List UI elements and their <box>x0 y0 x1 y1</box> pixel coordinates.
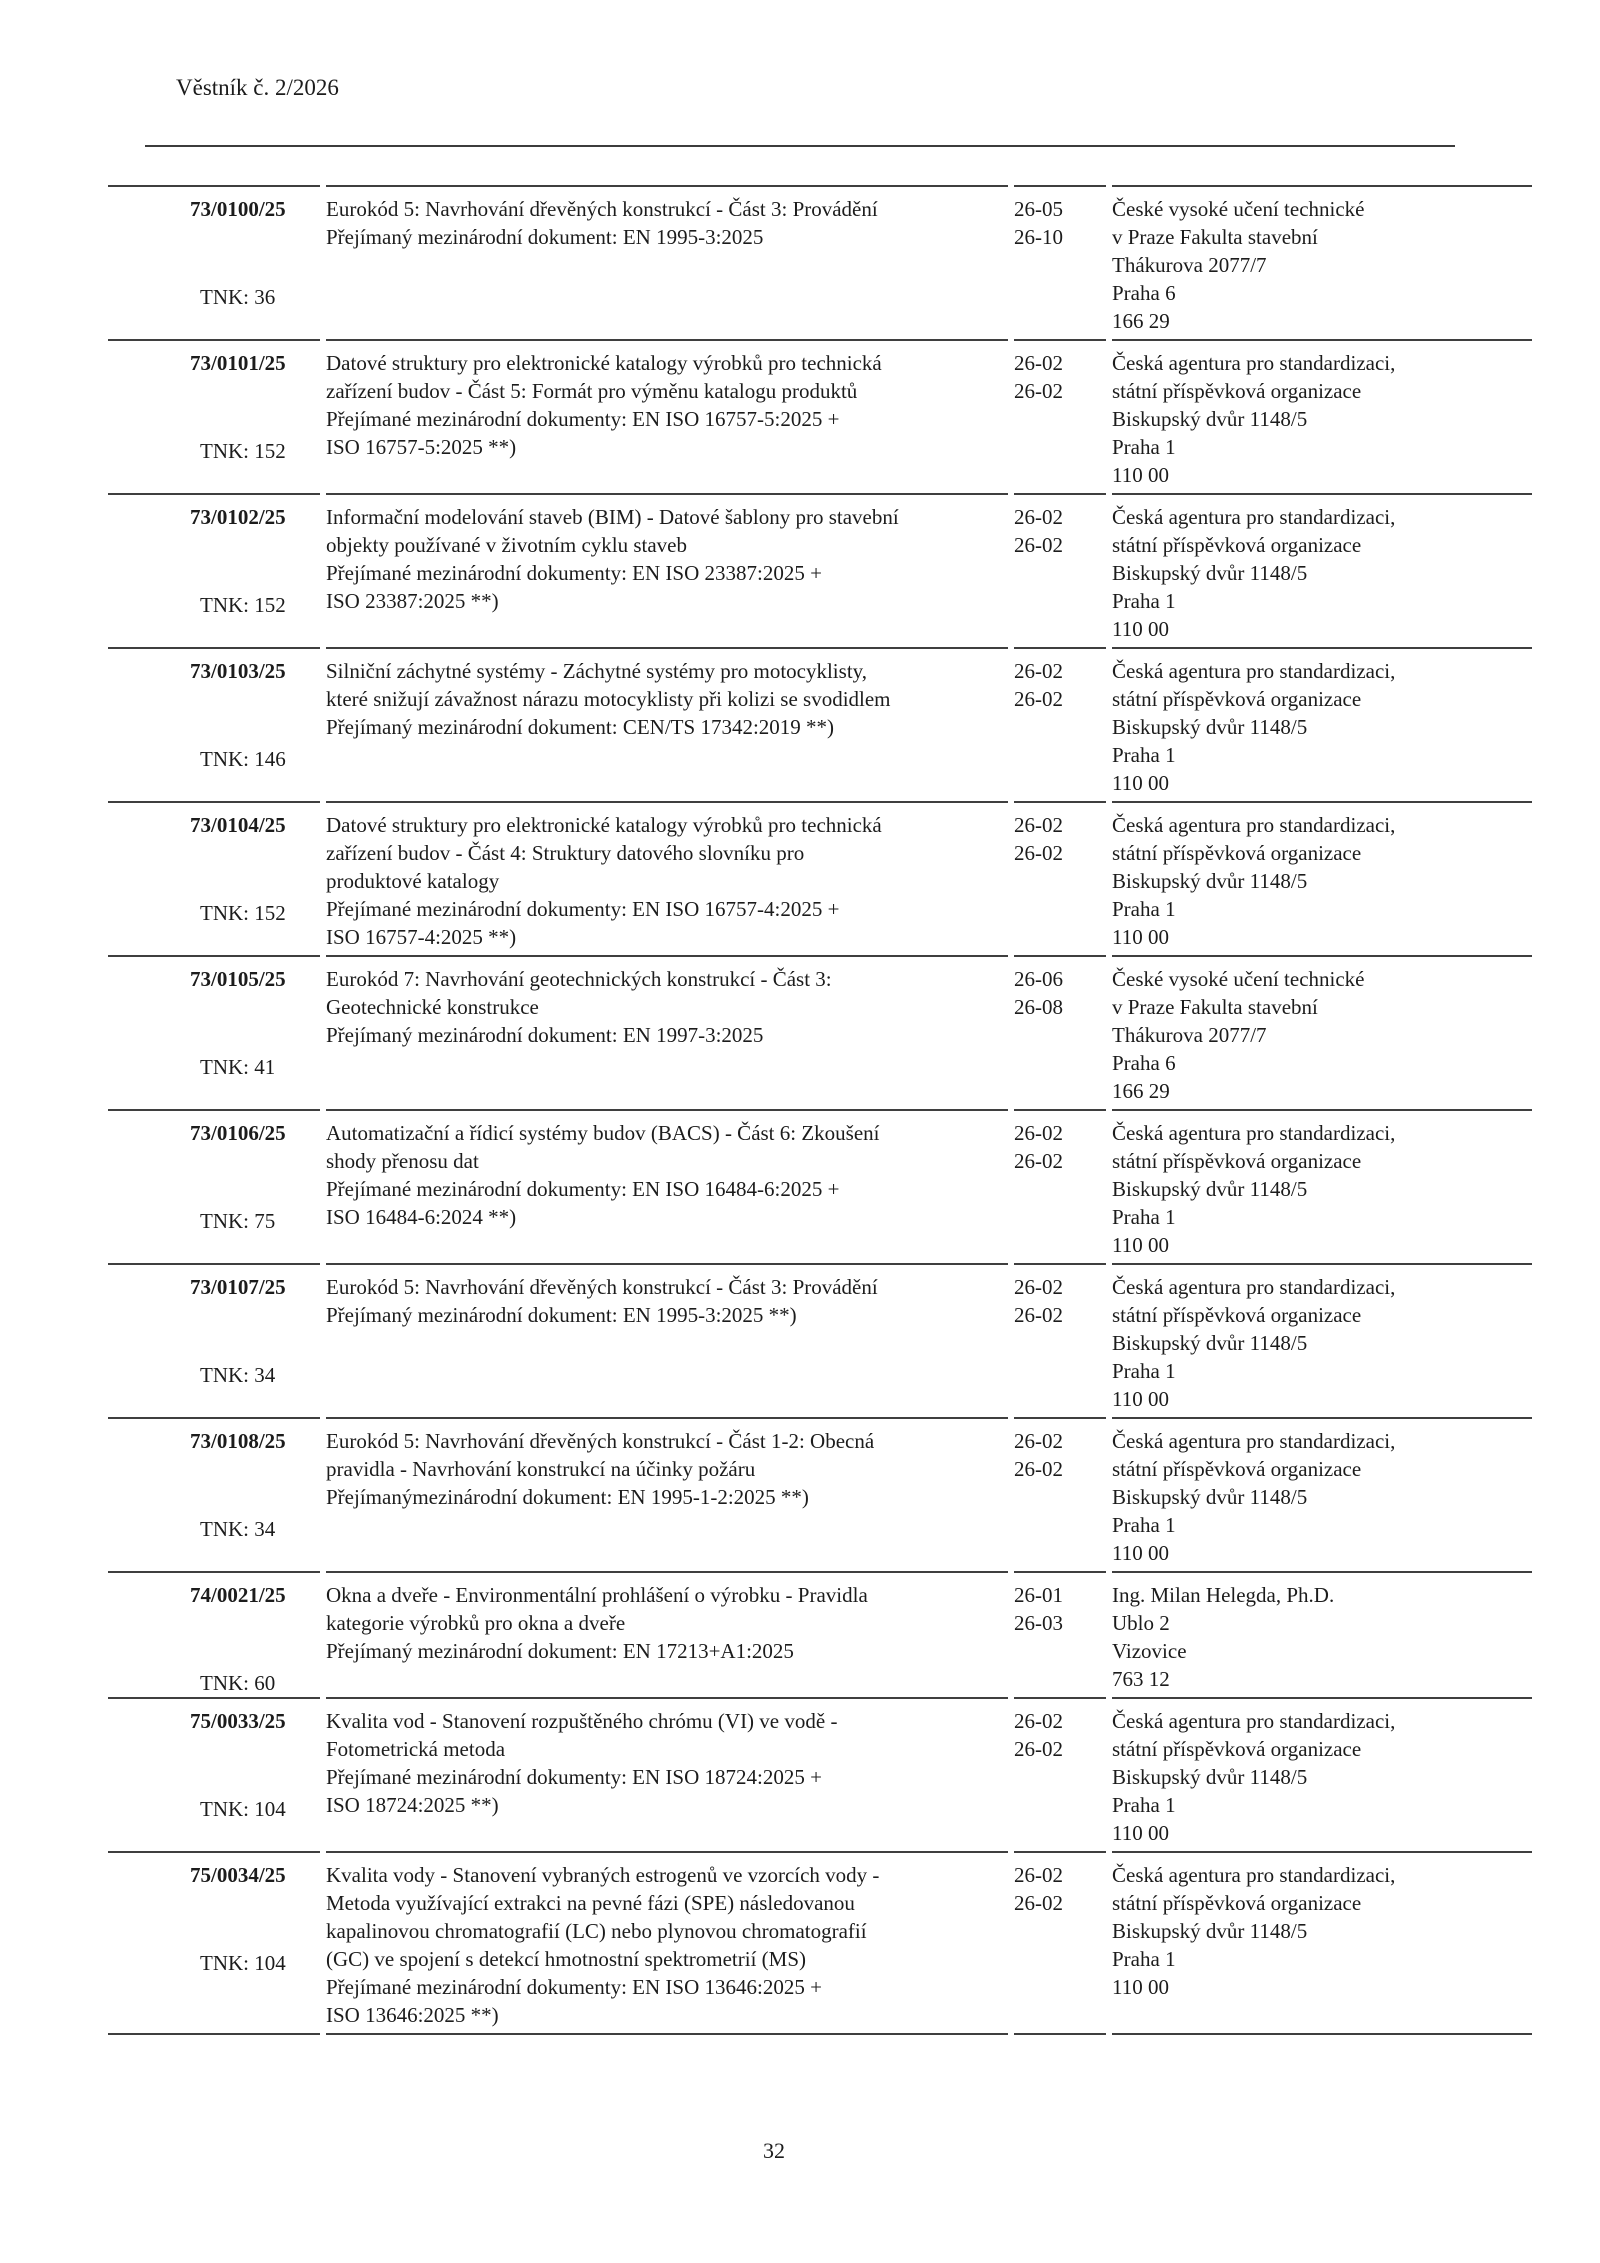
tnk-label: TNK: 152 <box>200 901 286 925</box>
entry-id: 73/0100/25 <box>190 197 286 221</box>
entry-title-cell <box>326 955 1008 1109</box>
org-line: státní příspěvková organizace <box>1112 1737 1362 1761</box>
title-line: shody přenosu dat <box>326 1149 479 1173</box>
table-row <box>108 1263 1532 1417</box>
org-line: Praha 1 <box>1112 1793 1176 1817</box>
tnk-label: TNK: 104 <box>200 1951 286 1975</box>
entry-id-cell <box>108 185 320 339</box>
entry-id-cell <box>108 1571 320 1697</box>
org-line: státní příspěvková organizace <box>1112 841 1362 865</box>
org-line: Praha 1 <box>1112 1359 1176 1383</box>
org-line: 110 00 <box>1112 1821 1169 1845</box>
entry-org-cell <box>1112 647 1532 801</box>
date-value: 26-02 <box>1014 813 1063 837</box>
title-line: kategorie výrobků pro okna a dveře <box>326 1611 626 1635</box>
org-line: Thákurova 2077/7 <box>1112 253 1267 277</box>
title-line: kapalinovou chromatografií (LC) nebo plynovou chromatografií <box>326 1919 867 1943</box>
org-line: 110 00 <box>1112 1233 1169 1257</box>
entry-id: 73/0108/25 <box>190 1429 286 1453</box>
title-line: Přejímané mezinárodní dokumenty: EN ISO 16757-4:2025 + <box>326 897 840 921</box>
title-line: Kvalita vod - Stanovení rozpuštěného chrómu (VI) ve vodě - <box>326 1709 838 1733</box>
org-line: 110 00 <box>1112 463 1169 487</box>
entry-id-cell <box>108 1417 320 1571</box>
org-line: státní příspěvková organizace <box>1112 1457 1362 1481</box>
date-value: 26-10 <box>1014 225 1063 249</box>
title-line: Eurokód 5: Navrhování dřevěných konstrukcí - Část 1-2: Obecná <box>326 1429 875 1453</box>
table-row <box>108 339 1532 493</box>
table-row <box>108 493 1532 647</box>
title-line: Přejímaný mezinárodní dokument: CEN/TS 17342:2019 **) <box>326 715 835 739</box>
entry-dates-cell <box>1014 1263 1106 1417</box>
entry-org-cell <box>1112 1109 1532 1263</box>
entry-id: 73/0107/25 <box>190 1275 286 1299</box>
date-value: 26-02 <box>1014 1863 1063 1887</box>
org-line: Praha 1 <box>1112 435 1176 459</box>
tnk-label: TNK: 41 <box>200 1055 276 1079</box>
tnk-label: TNK: 104 <box>200 1797 286 1821</box>
org-line: Praha 6 <box>1112 1051 1176 1075</box>
title-line: Eurokód 5: Navrhování dřevěných konstrukcí - Část 3: Provádění <box>326 1275 878 1299</box>
tnk-label: TNK: 36 <box>200 285 276 309</box>
tnk-label: TNK: 34 <box>200 1363 276 1387</box>
title-line: zařízení budov - Část 4: Struktury datového slovníku pro <box>326 841 805 865</box>
title-line: Přejímané mezinárodní dokumenty: EN ISO 16484-6:2025 + <box>326 1177 840 1201</box>
org-line: 763 12 <box>1112 1667 1170 1691</box>
org-line: Česká agentura pro standardizaci, <box>1112 813 1396 837</box>
table-row <box>108 185 1532 339</box>
org-line: Biskupský dvůr 1148/5 <box>1112 1485 1308 1509</box>
date-value: 26-05 <box>1014 197 1063 221</box>
org-line: Česká agentura pro standardizaci, <box>1112 1709 1396 1733</box>
tnk-label: TNK: 152 <box>200 593 286 617</box>
org-line: Biskupský dvůr 1148/5 <box>1112 1919 1308 1943</box>
entry-org-cell <box>1112 1417 1532 1571</box>
entry-title-cell <box>326 1263 1008 1417</box>
entry-org-cell <box>1112 801 1532 955</box>
org-line: Česká agentura pro standardizaci, <box>1112 1863 1396 1887</box>
table-row <box>108 1417 1532 1571</box>
title-line: Přejímaný mezinárodní dokument: EN 17213+A1:2025 <box>326 1639 794 1663</box>
title-line: Přejímané mezinárodní dokumenty: EN ISO 23387:2025 + <box>326 561 822 585</box>
title-line: (GC) ve spojení s detekcí hmotnostní spektrometrií (MS) <box>326 1947 807 1971</box>
date-value: 26-02 <box>1014 687 1063 711</box>
org-line: Praha 1 <box>1112 743 1176 767</box>
title-line: ISO 13646:2025 **) <box>326 2003 499 2027</box>
title-line: ISO 16757-4:2025 **) <box>326 925 517 949</box>
org-line: státní příspěvková organizace <box>1112 1891 1362 1915</box>
entry-title-cell <box>326 1571 1008 1697</box>
date-value: 26-01 <box>1014 1583 1063 1607</box>
org-line: v Praze Fakulta stavební <box>1112 225 1318 249</box>
tnk-label: TNK: 152 <box>200 439 286 463</box>
title-line: Okna a dveře - Environmentální prohlášení o výrobku - Pravidla <box>326 1583 868 1607</box>
title-line: ISO 16484-6:2024 **) <box>326 1205 517 1229</box>
org-line: Biskupský dvůr 1148/5 <box>1112 1177 1308 1201</box>
entry-id: 73/0104/25 <box>190 813 286 837</box>
entry-id: 74/0021/25 <box>190 1583 286 1607</box>
title-line: Metoda využívající extrakci na pevné fázi (SPE) následovanou <box>326 1891 855 1915</box>
entry-org-cell <box>1112 185 1532 339</box>
title-line: Přejímaný mezinárodní dokument: EN 1995-3:2025 <box>326 225 764 249</box>
entry-dates-cell <box>1014 1851 1106 2035</box>
org-line: Praha 1 <box>1112 897 1176 921</box>
standards-table <box>108 185 1532 2035</box>
org-line: státní příspěvková organizace <box>1112 687 1362 711</box>
entry-id: 75/0034/25 <box>190 1863 286 1887</box>
entry-title-cell <box>326 1697 1008 1851</box>
date-value: 26-02 <box>1014 351 1063 375</box>
entry-org-cell <box>1112 1697 1532 1851</box>
date-value: 26-02 <box>1014 1891 1063 1915</box>
tnk-label: TNK: 60 <box>200 1671 276 1695</box>
title-line: Informační modelování staveb (BIM) - Datové šablony pro stavební <box>326 505 899 529</box>
org-line: Ing. Milan Helegda, Ph.D. <box>1112 1583 1335 1607</box>
date-value: 26-02 <box>1014 1709 1063 1733</box>
date-value: 26-02 <box>1014 1149 1063 1173</box>
entry-org-cell <box>1112 493 1532 647</box>
date-value: 26-02 <box>1014 1429 1063 1453</box>
org-line: v Praze Fakulta stavební <box>1112 995 1318 1019</box>
entry-org-cell <box>1112 1851 1532 2035</box>
org-line: Česká agentura pro standardizaci, <box>1112 659 1396 683</box>
date-value: 26-02 <box>1014 1275 1063 1299</box>
entry-id: 75/0033/25 <box>190 1709 286 1733</box>
entry-id-cell <box>108 801 320 955</box>
title-line: ISO 23387:2025 **) <box>326 589 499 613</box>
title-line: pravidla - Navrhování konstrukcí na účinky požáru <box>326 1457 756 1481</box>
date-value: 26-02 <box>1014 533 1063 557</box>
table-row <box>108 801 1532 955</box>
entry-dates-cell <box>1014 185 1106 339</box>
org-line: Česká agentura pro standardizaci, <box>1112 1121 1396 1145</box>
tnk-label: TNK: 34 <box>200 1517 276 1541</box>
entry-dates-cell <box>1014 1697 1106 1851</box>
org-line: státní příspěvková organizace <box>1112 1303 1362 1327</box>
entry-title-cell <box>326 801 1008 955</box>
title-line: produktové katalogy <box>326 869 500 893</box>
title-line: Eurokód 5: Navrhování dřevěných konstrukcí - Část 3: Provádění <box>326 197 878 221</box>
org-line: 110 00 <box>1112 1541 1169 1565</box>
org-line: Praha 6 <box>1112 281 1176 305</box>
date-value: 26-02 <box>1014 1737 1063 1761</box>
org-line: Praha 1 <box>1112 1947 1176 1971</box>
entry-id-cell <box>108 1697 320 1851</box>
title-line: Přejímanýmezinárodní dokument: EN 1995-1-2:2025 **) <box>326 1485 809 1509</box>
entry-org-cell <box>1112 955 1532 1109</box>
org-line: 166 29 <box>1112 309 1170 333</box>
org-line: Česká agentura pro standardizaci, <box>1112 1429 1396 1453</box>
org-line: Praha 1 <box>1112 1513 1176 1537</box>
entry-title-cell <box>326 185 1008 339</box>
entry-id-cell <box>108 1109 320 1263</box>
table-row <box>108 647 1532 801</box>
entry-dates-cell <box>1014 493 1106 647</box>
title-line: Datové struktury pro elektronické katalogy výrobků pro technická <box>326 351 882 375</box>
title-line: Datové struktury pro elektronické katalogy výrobků pro technická <box>326 813 882 837</box>
page-title: Věstník č. 2/2026 <box>176 75 339 100</box>
entry-title-cell <box>326 1109 1008 1263</box>
entry-dates-cell <box>1014 1109 1106 1263</box>
entry-id-cell <box>108 647 320 801</box>
org-line: Praha 1 <box>1112 1205 1176 1229</box>
date-value: 26-02 <box>1014 1457 1063 1481</box>
date-value: 26-02 <box>1014 659 1063 683</box>
org-line: České vysoké učení technické <box>1112 197 1365 221</box>
org-line: České vysoké učení technické <box>1112 967 1365 991</box>
entry-dates-cell <box>1014 1571 1106 1697</box>
entry-id-cell <box>108 339 320 493</box>
entry-title-cell <box>326 647 1008 801</box>
entry-title-cell <box>326 493 1008 647</box>
org-line: Biskupský dvůr 1148/5 <box>1112 869 1308 893</box>
table-row <box>108 1571 1532 1697</box>
org-line: Česká agentura pro standardizaci, <box>1112 1275 1396 1299</box>
title-line: které snižují závažnost nárazu motocyklisty při kolizi se svodidlem <box>326 687 891 711</box>
title-line: Geotechnické konstrukce <box>326 995 539 1019</box>
org-line: Biskupský dvůr 1148/5 <box>1112 1331 1308 1355</box>
entry-org-cell <box>1112 1263 1532 1417</box>
title-line: ISO 16757-5:2025 **) <box>326 435 517 459</box>
title-line: Fotometrická metoda <box>326 1737 506 1761</box>
date-value: 26-06 <box>1014 967 1063 991</box>
org-line: 110 00 <box>1112 1975 1169 1999</box>
entry-org-cell <box>1112 339 1532 493</box>
entry-id: 73/0102/25 <box>190 505 286 529</box>
date-value: 26-02 <box>1014 1303 1063 1327</box>
date-value: 26-08 <box>1014 995 1063 1019</box>
org-line: 110 00 <box>1112 925 1169 949</box>
title-line: Kvalita vody - Stanovení vybraných estrogenů ve vzorcích vody - <box>326 1863 880 1887</box>
org-line: 110 00 <box>1112 617 1169 641</box>
title-line: objekty používané v životním cyklu staveb <box>326 533 687 557</box>
entry-id: 73/0106/25 <box>190 1121 286 1145</box>
date-value: 26-02 <box>1014 1121 1063 1145</box>
tnk-label: TNK: 146 <box>200 747 286 771</box>
entry-id-cell <box>108 955 320 1109</box>
org-line: Biskupský dvůr 1148/5 <box>1112 561 1308 585</box>
entry-title-cell <box>326 1851 1008 2035</box>
entry-id: 73/0101/25 <box>190 351 286 375</box>
title-line: Silniční záchytné systémy - Záchytné systémy pro motocyklisty, <box>326 659 868 683</box>
date-value: 26-02 <box>1014 379 1063 403</box>
org-line: Vizovice <box>1112 1639 1187 1663</box>
org-line: 110 00 <box>1112 771 1169 795</box>
entry-dates-cell <box>1014 339 1106 493</box>
title-line: zařízení budov - Část 5: Formát pro výměnu katalogu produktů <box>326 379 858 403</box>
entry-dates-cell <box>1014 1417 1106 1571</box>
page-number: 32 <box>763 2138 785 2163</box>
title-line: Přejímané mezinárodní dokumenty: EN ISO 18724:2025 + <box>326 1765 822 1789</box>
entry-id: 73/0105/25 <box>190 967 286 991</box>
entry-id-cell <box>108 493 320 647</box>
org-line: Thákurova 2077/7 <box>1112 1023 1267 1047</box>
org-line: Ublo 2 <box>1112 1611 1170 1635</box>
entry-id-cell <box>108 1263 320 1417</box>
entry-org-cell <box>1112 1571 1532 1697</box>
entry-id: 73/0103/25 <box>190 659 286 683</box>
entry-id-cell <box>108 1851 320 2035</box>
title-line: Přejímaný mezinárodní dokument: EN 1995-3:2025 **) <box>326 1303 797 1327</box>
org-line: Biskupský dvůr 1148/5 <box>1112 407 1308 431</box>
title-line: Automatizační a řídicí systémy budov (BACS) - Část 6: Zkoušení <box>326 1121 880 1145</box>
org-line: Česká agentura pro standardizaci, <box>1112 351 1396 375</box>
table-row <box>108 1851 1532 2035</box>
title-line: Přejímaný mezinárodní dokument: EN 1997-3:2025 <box>326 1023 764 1047</box>
tnk-label: TNK: 75 <box>200 1209 276 1233</box>
header-divider <box>145 145 1455 147</box>
entry-title-cell <box>326 339 1008 493</box>
title-line: Přejímané mezinárodní dokumenty: EN ISO 13646:2025 + <box>326 1975 822 1999</box>
entry-dates-cell <box>1014 647 1106 801</box>
org-line: státní příspěvková organizace <box>1112 533 1362 557</box>
title-line: Eurokód 7: Navrhování geotechnických konstrukcí - Část 3: <box>326 967 832 991</box>
org-line: Česká agentura pro standardizaci, <box>1112 505 1396 529</box>
org-line: státní příspěvková organizace <box>1112 379 1362 403</box>
title-line: Přejímané mezinárodní dokumenty: EN ISO 16757-5:2025 + <box>326 407 840 431</box>
entry-dates-cell <box>1014 955 1106 1109</box>
org-line: Biskupský dvůr 1148/5 <box>1112 1765 1308 1789</box>
date-value: 26-02 <box>1014 505 1063 529</box>
org-line: 110 00 <box>1112 1387 1169 1411</box>
date-value: 26-02 <box>1014 841 1063 865</box>
entry-dates-cell <box>1014 801 1106 955</box>
org-line: 166 29 <box>1112 1079 1170 1103</box>
entry-title-cell <box>326 1417 1008 1571</box>
date-value: 26-03 <box>1014 1611 1063 1635</box>
org-line: Biskupský dvůr 1148/5 <box>1112 715 1308 739</box>
title-line: ISO 18724:2025 **) <box>326 1793 499 1817</box>
table-row <box>108 1697 1532 1851</box>
table-row <box>108 1109 1532 1263</box>
table-row <box>108 955 1532 1109</box>
org-line: Praha 1 <box>1112 589 1176 613</box>
org-line: státní příspěvková organizace <box>1112 1149 1362 1173</box>
